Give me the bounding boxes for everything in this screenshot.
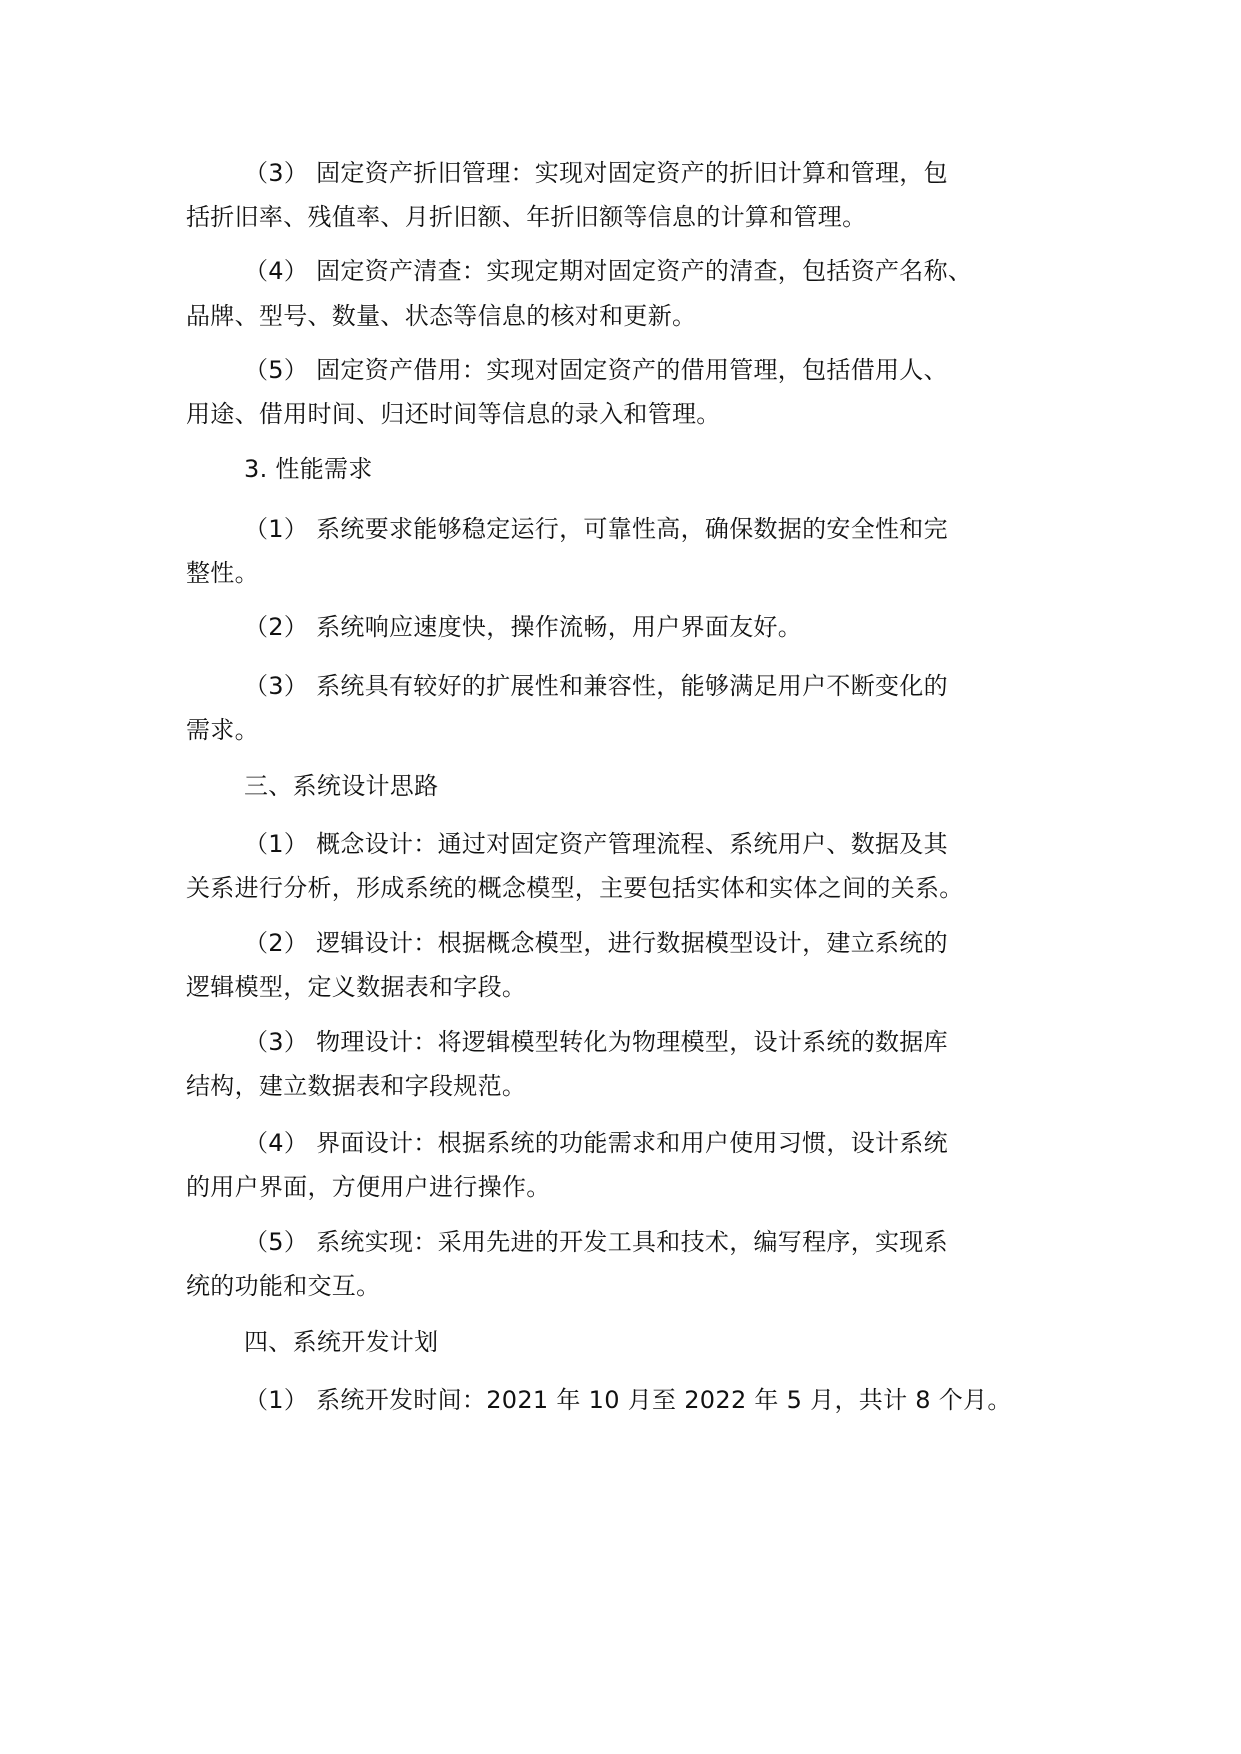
paragraph-line: （4） 界面设计：根据系统的功能需求和用户使用习惯，设计系统 (244, 1129, 948, 1157)
paragraph-line: 统的功能和交互。 (186, 1272, 381, 1300)
paragraph-line: （3） 系统具有较好的扩展性和兼容性，能够满足用户不断变化的 (244, 672, 948, 700)
paragraph-line: 需求。 (186, 716, 259, 744)
paragraph-line: （5） 系统实现：采用先进的开发工具和技术，编写程序，实现系 (244, 1228, 948, 1256)
section-heading: 四、系统开发计划 (244, 1328, 439, 1356)
paragraph-line: 整性。 (186, 559, 259, 587)
paragraph-line: 逻辑模型，定义数据表和字段。 (186, 973, 527, 1001)
paragraph-line: （2） 系统响应速度快，操作流畅，用户界面友好。 (244, 613, 803, 641)
paragraph-line: （3） 固定资产折旧管理：实现对固定资产的折旧计算和管理，包 (244, 159, 948, 187)
paragraph-line: （4） 固定资产清查：实现定期对固定资产的清查，包括资产名称、 (244, 257, 973, 285)
paragraph-line: 括折旧率、残值率、月折旧额、年折旧额等信息的计算和管理。 (186, 203, 867, 231)
paragraph-line: 关系进行分析，形成系统的概念模型，主要包括实体和实体之间的关系。 (186, 874, 964, 902)
paragraph-line: （2） 逻辑设计：根据概念模型，进行数据模型设计，建立系统的 (244, 929, 948, 957)
paragraph-line: 的用户界面，方便用户进行操作。 (186, 1173, 551, 1201)
section-heading: 三、系统设计思路 (244, 772, 439, 800)
paragraph-line: （5） 固定资产借用：实现对固定资产的借用管理，包括借用人、 (244, 356, 948, 384)
paragraph-line: （1） 系统开发时间：2021 年 10 月至 2022 年 5 月，共计 8 个月。 (244, 1386, 1012, 1414)
paragraph-line: 结构，建立数据表和字段规范。 (186, 1072, 527, 1100)
section-heading: 3. 性能需求 (244, 455, 373, 483)
paragraph-line: （1） 系统要求能够稳定运行，可靠性高，确保数据的安全性和完 (244, 515, 948, 543)
paragraph-line: （1） 概念设计：通过对固定资产管理流程、系统用户、数据及其 (244, 830, 948, 858)
paragraph-line: 用途、借用时间、归还时间等信息的录入和管理。 (186, 400, 721, 428)
paragraph-line: 品牌、型号、数量、状态等信息的核对和更新。 (186, 302, 697, 330)
paragraph-line: （3） 物理设计：将逻辑模型转化为物理模型，设计系统的数据库 (244, 1028, 948, 1056)
